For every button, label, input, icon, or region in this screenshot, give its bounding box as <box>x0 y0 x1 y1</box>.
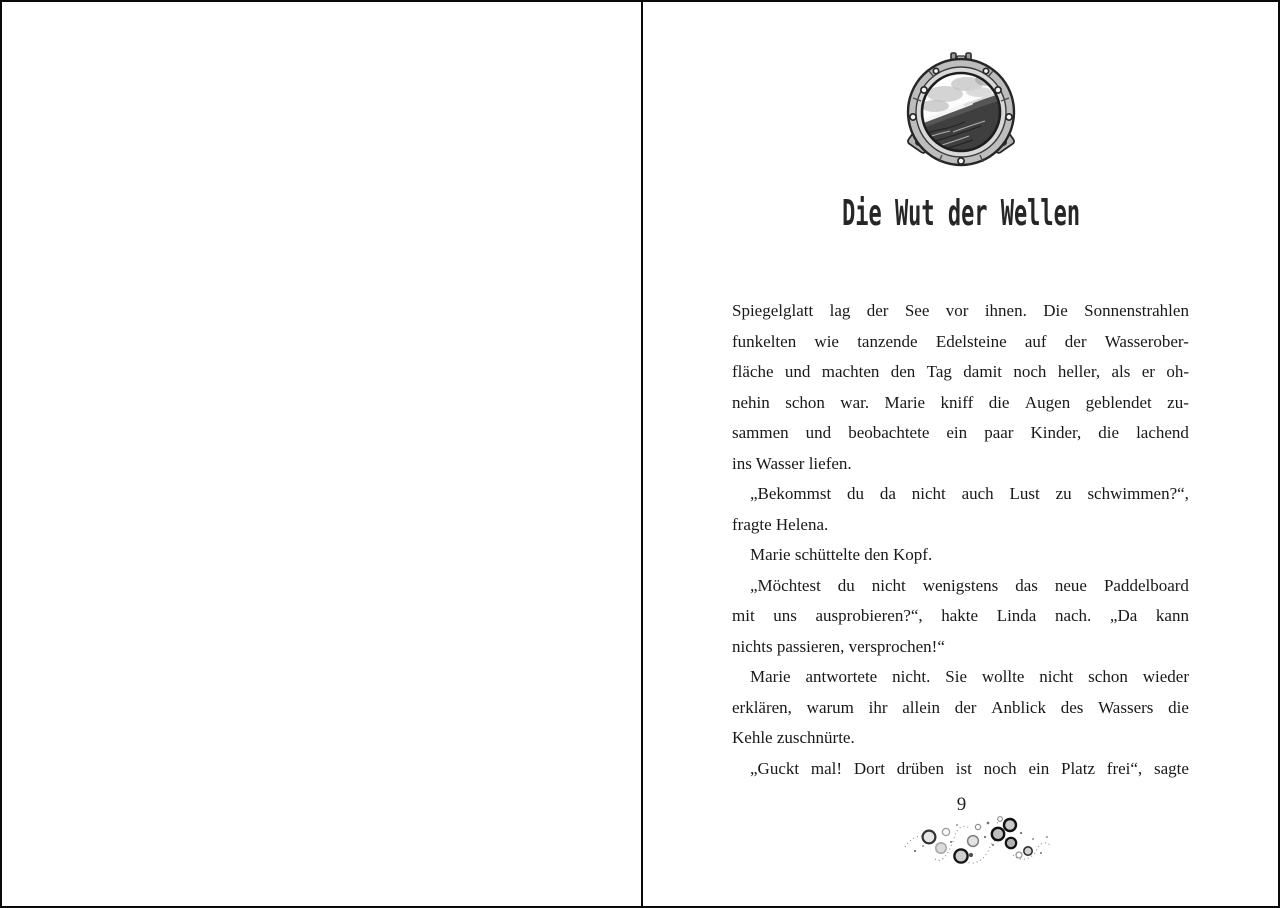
body-line: Kehle zuschnürte. <box>732 728 855 747</box>
chapter-title-text: Die Wut der Wellen <box>842 193 1081 234</box>
body-line: fragte Helena. <box>732 514 829 534</box>
porthole-illustration <box>905 50 1017 170</box>
body-line: ins Wasser liefen. <box>732 453 852 473</box>
body-line: funkelten wie tanzende Edelsteine auf der Wasserober- <box>732 331 1189 351</box>
bubbles-decoration <box>901 815 1057 871</box>
body-text-column <box>732 296 1189 784</box>
bubbles-swirl-icon <box>901 815 1057 871</box>
body-line: nehin schon war. Marie kniff die Augen geblendet zu- <box>732 392 1189 412</box>
body-line: „Guckt mal! Dort drüben ist noch ein Platz frei“, sagte <box>750 758 1189 778</box>
porthole-sea-icon <box>905 50 1017 170</box>
body-line: Marie schüttelte den Kopf. <box>750 545 933 564</box>
body-line: Marie antwortete nicht. Sie wollte nicht schon wieder <box>750 667 1189 686</box>
chapter-title <box>643 192 1280 236</box>
body-line: Spiegelglatt lag der See vor ihnen. Die Sonnenstrahlen <box>732 301 1189 320</box>
body-line: „Möchtest du nicht wenigstens das neue Paddelboard <box>750 575 1189 595</box>
left-page-blank <box>2 2 641 906</box>
body-line: nichts passieren, versprochen!“ <box>732 636 945 656</box>
body-line: sammen und beobachtete ein paar Kinder, die lachend <box>732 423 1189 442</box>
body-line: erklären, warum ihr allein der Anblick des Wassers die <box>732 697 1189 717</box>
page-number: 9 <box>956 794 967 815</box>
right-page <box>643 2 1280 906</box>
body-line: mit uns ausprobieren?“, hakte Linda nach. „Da kann <box>732 606 1189 625</box>
body-line: „Bekommst du da nicht auch Lust zu schwimmen?“, <box>750 484 1189 503</box>
body-line: fläche und machten den Tag damit noch heller, als er oh- <box>732 362 1189 381</box>
